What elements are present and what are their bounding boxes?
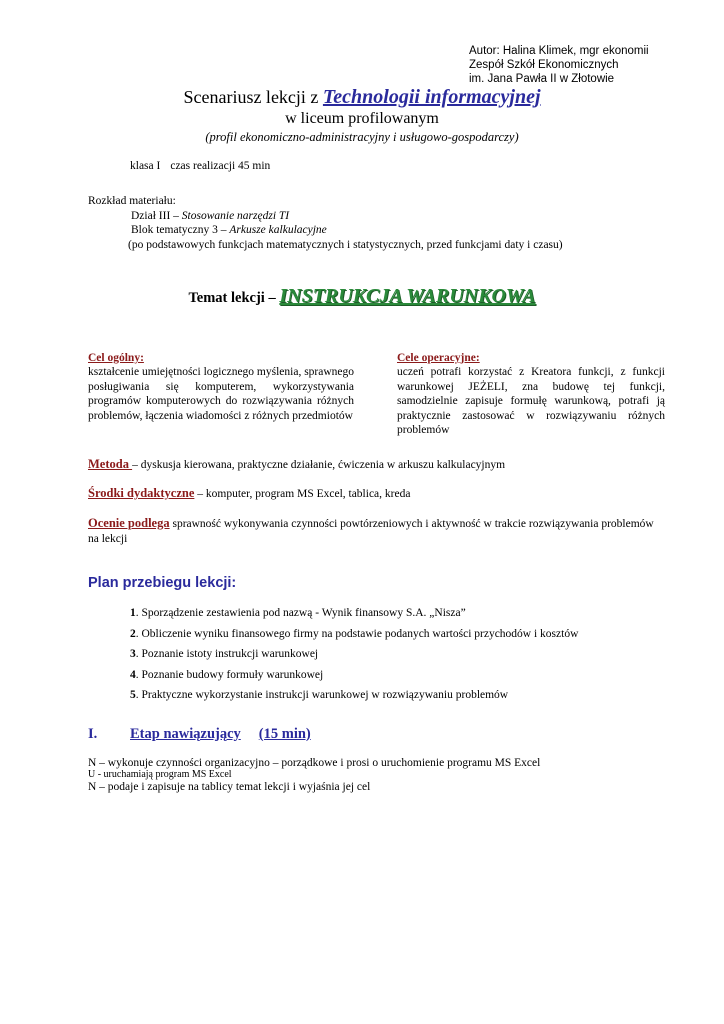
assessment-text: sprawność wykonywania czynności powtórzeniowych i aktywność w trakcie rozwiązywania problemów na lekcji bbox=[88, 518, 654, 545]
document-subtitle: w liceum profilowanym bbox=[285, 110, 439, 127]
block-prefix: Blok tematyczny 3 – bbox=[131, 224, 230, 236]
lesson-duration: czas realizacji 45 min bbox=[170, 160, 271, 172]
section-prefix: Dział III – bbox=[131, 209, 182, 222]
method-text: – dyskusja kierowana, praktyczne działanie, ćwiczenia w arkuszu kalkulacyjnym bbox=[132, 459, 506, 471]
title-prefix: Scenariusz lekcji z bbox=[183, 87, 323, 107]
item-text: . Sporządzenie zestawienia pod nazwą - Wynik finansowy S.A. „Nisza” bbox=[135, 607, 466, 619]
teaching-aids-section bbox=[88, 486, 666, 502]
stage-name: Etap nawiązujący bbox=[130, 726, 241, 742]
author-name: Autor: Halina Klimek, mgr ekonomii bbox=[469, 45, 649, 57]
profile-note: (profil ekonomiczno-administracyjny i usługowo-gospodarczy) bbox=[205, 130, 519, 144]
item-number: 5 bbox=[130, 689, 136, 702]
assessment-label: Ocenie podlega bbox=[88, 516, 170, 530]
item-number: 1 bbox=[130, 607, 136, 619]
item-number: 3 bbox=[130, 648, 136, 661]
note-students: U - uruchamiają program MS Excel bbox=[88, 769, 232, 780]
topic-value: INSTRUKCJA WARUNKOWA bbox=[279, 285, 536, 307]
item-text: . Praktyczne wykorzystanie instrukcji warunkowej w rozwiązywaniu problemów bbox=[135, 689, 509, 702]
lesson-plan-list bbox=[130, 605, 578, 708]
teaching-aids-text: – komputer, program MS Excel, tablica, kreda bbox=[194, 488, 411, 500]
general-goal bbox=[88, 351, 354, 423]
title-subject: Technologii informacyjnej bbox=[322, 86, 541, 108]
note-teacher-2: N – podaje i zapisuje na tablicy temat lekcji i wyjaśnia jej cel bbox=[88, 781, 371, 793]
method-label: Metoda bbox=[88, 457, 133, 471]
general-goal-text: kształcenie umiejętności logicznego myślenia, sprawnego posługiwania się komputerem, wykorzystywania programów komputerowych do rozwiązywania różnych problemów, łączenia wiadomości z różnych przedmiotów bbox=[88, 366, 355, 422]
teaching-aids-label: Środki dydaktyczne bbox=[88, 486, 195, 500]
method-section bbox=[88, 457, 666, 473]
curriculum-block bbox=[88, 194, 563, 252]
author-school-location: im. Jana Pawła II w Złotowie bbox=[469, 73, 615, 85]
list-item bbox=[130, 626, 578, 647]
lesson-plan-heading: Plan przebiegu lekcji: bbox=[88, 575, 237, 591]
curriculum-heading: Rozkład materiału: bbox=[88, 195, 176, 207]
block-name: Arkusze kalkulacyjne bbox=[229, 224, 327, 236]
lesson-topic bbox=[0, 284, 724, 310]
stage-time: (15 min) bbox=[258, 726, 311, 742]
topic-label: Temat lekcji – bbox=[188, 290, 280, 306]
list-item bbox=[130, 646, 578, 667]
author-school: Zespół Szkół Ekonomicznych bbox=[469, 59, 619, 71]
note-teacher-1: N – wykonuje czynności organizacyjno – porządkowe i prosi o uruchomienie programu MS Excel bbox=[88, 757, 541, 769]
document-title bbox=[0, 86, 724, 108]
list-item bbox=[130, 687, 578, 708]
operational-goals-text: uczeń potrafi korzystać z Kreatora funkcji, z funkcji warunkowej JEŻELI, zna budowę tej funkcji, samodzielnie zapisuje formułę warunkową, potrafi ją praktycznie zastosować w rozwiązywaniu różnych problemów bbox=[397, 366, 665, 436]
class-level: klasa I bbox=[130, 160, 161, 172]
curriculum-section bbox=[88, 209, 563, 224]
item-number: 4 bbox=[130, 668, 136, 681]
assessment-section bbox=[88, 516, 666, 546]
item-number: 2 bbox=[130, 627, 136, 640]
item-text: . Obliczenie wyniku finansowego firmy na podstawie podanych wartości przychodów i kosztów bbox=[135, 627, 579, 640]
general-goal-heading: Cel ogólny: bbox=[88, 352, 144, 364]
curriculum-block-topic bbox=[88, 223, 563, 238]
curriculum-note: (po podstawowych funkcjach matematycznych i statystycznych, przed funkcjami daty i czasu) bbox=[128, 238, 563, 251]
section-name: Stosowanie narzędzi TI bbox=[181, 209, 290, 222]
operational-goals-heading: Cele operacyjne: bbox=[397, 352, 480, 364]
author-block bbox=[469, 44, 649, 86]
item-text: . Poznanie budowy formuły warunkowej bbox=[135, 668, 324, 681]
class-info bbox=[130, 160, 270, 172]
operational-goals bbox=[397, 351, 665, 438]
list-item bbox=[130, 605, 578, 626]
list-item bbox=[130, 667, 578, 688]
stage-number: I. bbox=[88, 726, 98, 742]
item-text: . Poznanie istoty instrukcji warunkowej bbox=[135, 648, 319, 661]
stage-notes bbox=[88, 757, 540, 793]
stage-heading bbox=[88, 726, 311, 743]
